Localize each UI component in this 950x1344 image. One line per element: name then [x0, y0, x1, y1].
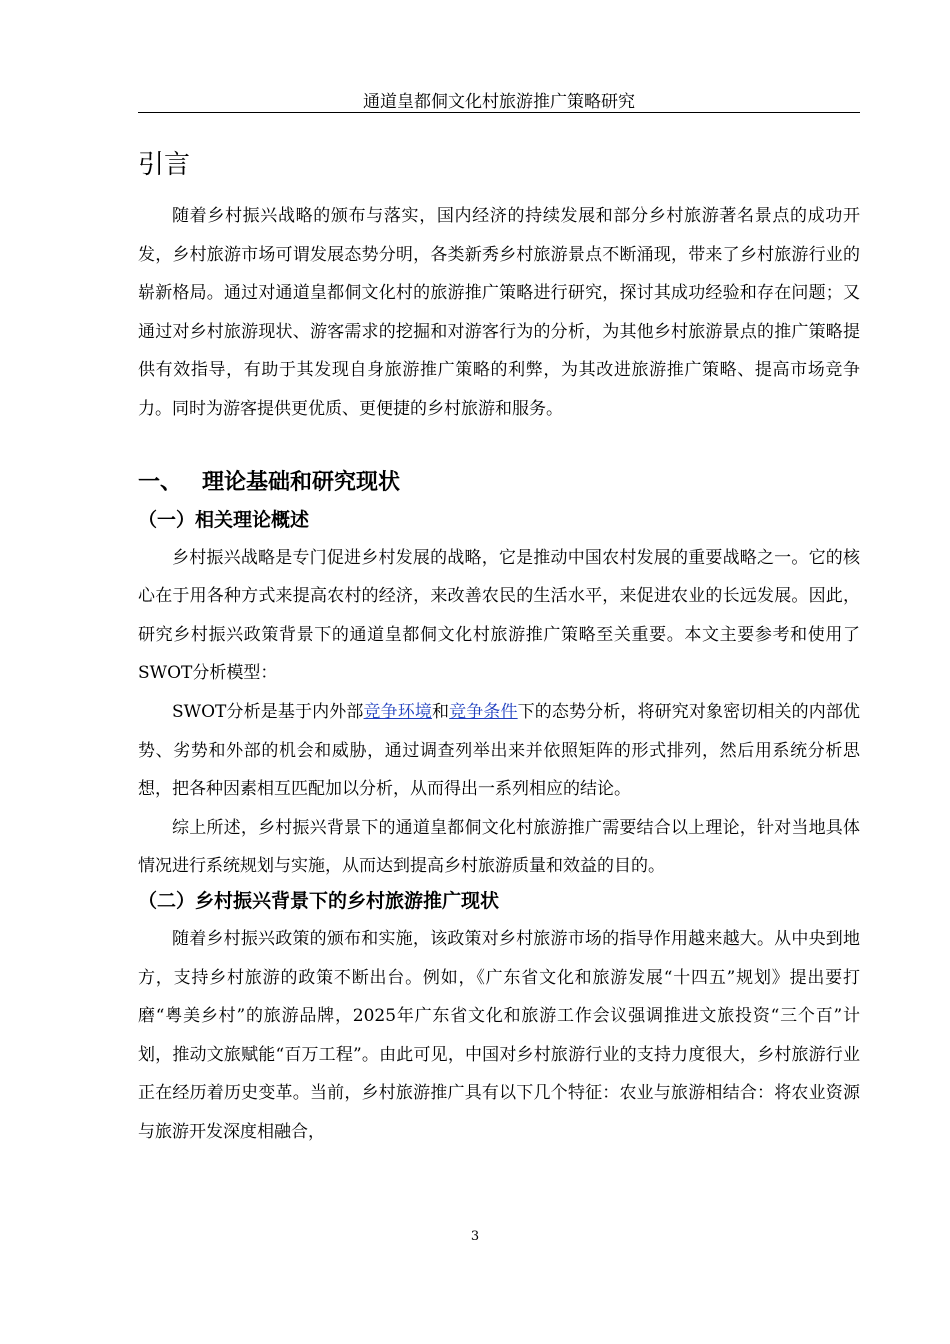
- paragraph-text: SWOT分析是基于内外部: [172, 701, 364, 722]
- subsection-heading-2: （二）乡村振兴背景下的乡村旅游推广现状: [138, 889, 500, 912]
- page-number: 3: [470, 1229, 480, 1244]
- subsection2-paragraph-1: 随着乡村振兴政策的颁布和实施，该政策对乡村旅游市场的指导作用越来越大。从中央到地方，支持乡村旅游的政策不断出台。例如，《广东省文化和旅游发展“十四五”规划》提出要打磨“粤美乡村”的旅游品牌，2025年广东省文化和旅游工作会议强调推进文旅投资“三个百”计划，推动文旅赋能“百万工程”。由此可见，中国对乡村旅游行业的支持力度很大，乡村旅游行业正在经历着历史变革。当前，乡村旅游推广具有以下几个特征：农业与旅游相结合：将农业资源与旅游开发深度相融合，: [138, 928, 860, 1142]
- page-body: [138, 145, 860, 1151]
- intro-paragraph: 随着乡村振兴战略的颁布与落实，国内经济的持续发展和部分乡村旅游著名景点的成功开发，乡村旅游市场可谓发展态势分明，各类新秀乡村旅游景点不断涌现，带来了乡村旅游行业的崭新格局。通过对通道皇都侗文化村的旅游推广策略进行研究，探讨其成功经验和存在问题；又通过对乡村旅游现状、游客需求的挖掘和对游客行为的分析，为其他乡村旅游景点的推广策略提供有效指导，有助于其发现自身旅游推广策略的利弊，为其改进旅游推广策略、提高市场竞争力。同时为游客提供更优质、更便捷的乡村旅游和服务。: [138, 206, 860, 419]
- subsection1-paragraph-1: 乡村振兴战略是专门促进乡村发展的战略，它是推动中国农村发展的重要战略之一。它的核心在于用各种方式来提高农村的经济，来改善农民的生活水平，来促进农业的长远发展。因此，研究乡村振兴政策背景下的通道皇都侗文化村旅游推广策略至关重要。本文主要参考和使用了SWOT分析模型：: [138, 547, 860, 684]
- link-competitive-environment[interactable]: 竞争环境: [363, 701, 433, 722]
- header-rule: [138, 112, 860, 113]
- section-title: 理论基础和研究现状: [202, 469, 401, 495]
- subsection-heading-1: （一）相关理论概述: [138, 508, 310, 531]
- subsection1-paragraph-3: 综上所述，乡村振兴背景下的通道皇都侗文化村旅游推广需要结合以上理论，针对当地具体情况进行系统规划与实施，从而达到提高乡村旅游质量和效益的目的。: [138, 817, 860, 877]
- section-heading-1: [138, 467, 860, 499]
- subsection1-paragraph-2: [138, 693, 860, 809]
- paragraph-text: 下的态势分析，将研究对象密切相关的内部优势、劣势和外部的机会和威胁，通过调查列举出来并依照矩阵的形式排列，然后用系统分析思想，把各种因素相互匹配加以分析，从而得出一系列相应的结论。: [138, 701, 860, 800]
- paragraph-text: 和: [432, 701, 450, 722]
- intro-heading: 引言: [138, 150, 191, 180]
- running-header-title: 通道皇都侗文化村旅游推广策略研究: [363, 92, 635, 112]
- section-number: 一、: [138, 469, 183, 495]
- link-competitive-conditions[interactable]: 竞争条件: [449, 701, 518, 722]
